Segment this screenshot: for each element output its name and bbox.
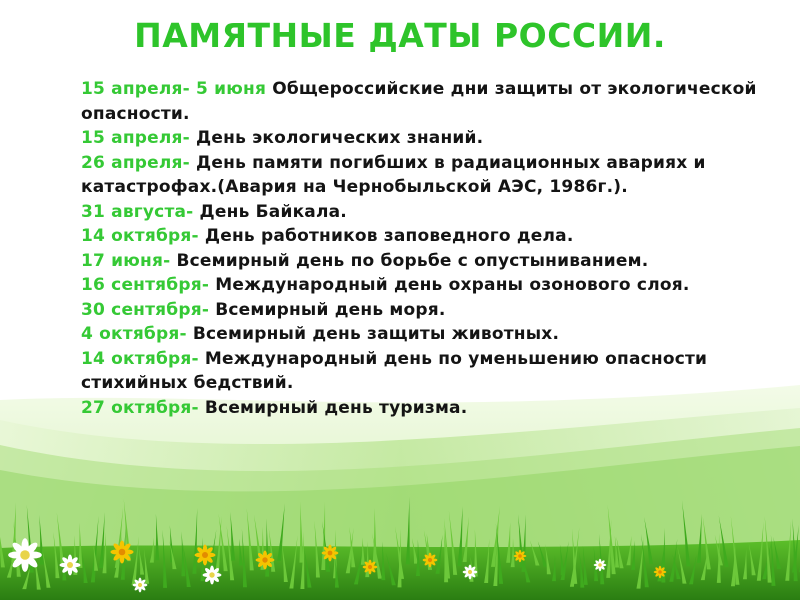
entry-text: День памяти погибших в радиационных авариях и катастрофах.(Авария на Чернобыльской АЭС, 1986г.). bbox=[81, 152, 706, 197]
date-entry bbox=[81, 224, 771, 249]
entry-date: 16 сентября- bbox=[81, 275, 216, 295]
entry-date: 4 октября- bbox=[81, 324, 193, 344]
date-entry bbox=[81, 77, 771, 126]
dates-list bbox=[81, 77, 771, 420]
date-entry bbox=[81, 298, 771, 323]
daisy-icon bbox=[463, 565, 478, 580]
daisy-icon bbox=[594, 559, 607, 572]
daisy-icon bbox=[256, 551, 275, 570]
daisy-icon bbox=[133, 578, 148, 593]
daisy-icon bbox=[8, 538, 42, 572]
entry-text: День работников заповедного дела. bbox=[204, 226, 574, 246]
date-entry bbox=[81, 200, 771, 225]
daisy-icon bbox=[322, 545, 339, 562]
entry-text: Всемирный день по борьбе с опустыниванием. bbox=[176, 250, 649, 271]
date-entry bbox=[81, 396, 771, 421]
daisy-icon bbox=[60, 555, 81, 576]
entry-date: 14 октября- bbox=[81, 348, 205, 369]
daisy-icon bbox=[363, 560, 378, 575]
entry-date: 31 августа- bbox=[81, 201, 200, 222]
entry-text: День экологических знаний. bbox=[196, 128, 484, 148]
daisy-icon bbox=[203, 566, 222, 585]
entry-date: 17 июня- bbox=[81, 250, 177, 271]
date-entry bbox=[81, 126, 771, 151]
entry-text: Всемирный день туризма. bbox=[204, 397, 468, 418]
entry-date: 14 октября- bbox=[81, 226, 205, 246]
entry-text: Всемирный день защиты животных. bbox=[192, 324, 560, 344]
entry-text: Всемирный день моря. bbox=[215, 299, 446, 320]
daisy-icon bbox=[423, 553, 438, 568]
entry-date: 30 сентября- bbox=[81, 299, 216, 320]
daisy-icon bbox=[195, 545, 216, 566]
daisy-icon bbox=[110, 540, 133, 563]
entry-date: 15 апреля- 5 июня bbox=[81, 79, 273, 99]
date-entry bbox=[81, 347, 771, 396]
entry-text: Общероссийские дни защиты от экологической опасности. bbox=[81, 79, 757, 124]
date-entry bbox=[81, 151, 771, 200]
date-entry bbox=[81, 322, 771, 347]
date-entry bbox=[81, 249, 771, 274]
entry-date: 27 октября- bbox=[81, 397, 205, 418]
entry-date: 26 апреля- bbox=[81, 152, 197, 173]
daisy-icon bbox=[654, 566, 667, 579]
entry-text: Международный день охраны озонового слоя. bbox=[215, 275, 690, 295]
entry-text: Международный день по уменьшению опасности стихийных бедствий. bbox=[81, 348, 708, 393]
entry-text: День Байкала. bbox=[199, 201, 347, 222]
slide-title: ПАМЯТНЫЕ ДАТЫ РОССИИ. bbox=[134, 16, 666, 55]
date-entry bbox=[81, 273, 771, 298]
entry-date: 15 апреля- bbox=[81, 128, 197, 148]
daisy-icon bbox=[514, 550, 527, 563]
